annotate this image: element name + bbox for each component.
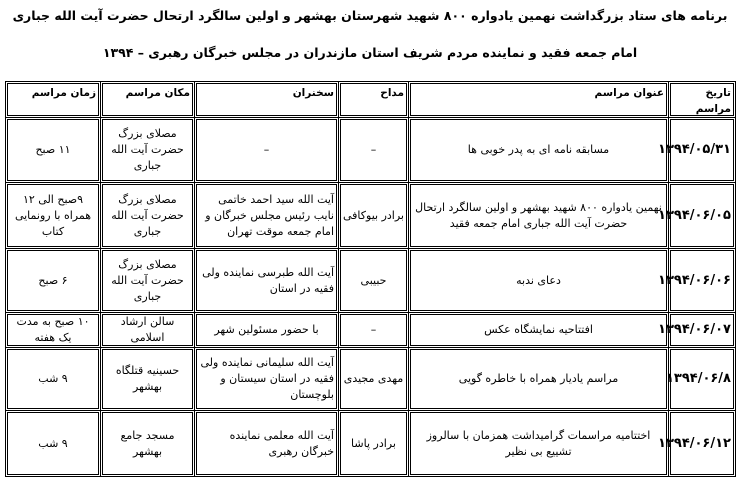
cell-place: حسینیه قتلگاه بهشهر [101,348,195,411]
cell-madah: – [339,313,409,348]
header-speaker: سخنران [195,82,339,118]
header-place: مکان مراسم [101,82,195,118]
cell-date: ۱۳۹۴/۰۶/۰۷ [669,313,736,348]
table-row [6,249,736,313]
cell-madah: مهدی مجیدی [339,348,409,411]
cell-place: مصلای بزرگ حضرت آیت الله جباری [101,249,195,313]
cell-speaker: – [195,118,339,183]
cell-speaker: آیت الله سلیمانی نماینده ولی فقیه در استان سیستان و بلوچستان [195,348,339,411]
cell-title: دعای ندبه [409,249,669,313]
cell-date: ۱۳۹۴/۰۵/۳۱ [669,118,736,183]
table-row [6,411,736,477]
cell-madah: برادر پاشا [339,411,409,477]
table-row [6,118,736,183]
cell-speaker: آیت الله معلمی نماینده خبرگان رهبری [195,411,339,477]
table-row [6,313,736,348]
cell-time: ۹صبح الی ۱۲ همراه با رونمایی کتاب [6,183,101,249]
cell-place: مصلای بزرگ حضرت آیت الله جباری [101,118,195,183]
document-title-line-1: برنامه های ستاد بزرگداشت نهمین یادواره ۸۰۰ شهید شهرستان بهشهر و اولین سالگرد ارتحال حضرت آیت الله جباری [12,8,728,23]
cell-madah: برادر بیوکافی [339,183,409,249]
cell-date: ۱۳۹۴/۰۶/۸ [669,348,736,411]
cell-title: مراسم یادیار همراه با خاطره گویی [409,348,669,411]
cell-speaker: با حضور مسئولین شهر [195,313,339,348]
table-header-row [6,82,736,118]
header-date: تاریخ مراسم [669,82,736,118]
header-title: عنوان مراسم [409,82,669,118]
cell-madah: حبیبی [339,249,409,313]
cell-place: مصلای بزرگ حضرت آیت الله جباری [101,183,195,249]
cell-speaker: آیت الله سید احمد خاتمی نایب رئیس مجلس خبرگان و امام جمعه موقت تهران [195,183,339,249]
cell-place: سالن ارشاد اسلامی [101,313,195,348]
cell-time: ۹ شب [6,411,101,477]
cell-date: ۱۳۹۴/۰۶/۰۵ [669,183,736,249]
header-madah: مداح [339,82,409,118]
table-row [6,183,736,249]
cell-time: ۶ صبح [6,249,101,313]
cell-speaker: آیت الله طبرسی نماینده ولی فقیه در استان [195,249,339,313]
cell-madah: – [339,118,409,183]
cell-time: ۱۱ صبح [6,118,101,183]
cell-time: ۱۰ صبح به مدت یک هفته [6,313,101,348]
header-time: زمان مراسم [6,82,101,118]
cell-date: ۱۳۹۴/۰۶/۰۶ [669,249,736,313]
cell-title: نهمین یادواره ۸۰۰ شهید بهشهر و اولین سالگرد ارتحال حضرت آیت الله جباری امام جمعه فقید [409,183,669,249]
document-title-line-2: امام جمعه فقید و نماینده مردم شریف استان مازندران در مجلس خبرگان رهبری – ۱۳۹۴ [102,45,638,60]
table-row [6,348,736,411]
program-table [5,81,736,477]
cell-title: اختتامیه مراسمات گرامیداشت همزمان با سالروز تشییع بی نظیر [409,411,669,477]
cell-time: ۹ شب [6,348,101,411]
cell-date: ۱۳۹۴/۰۶/۱۲ [669,411,736,477]
cell-title: مسابقه نامه ای به پدر خوبی ها [409,118,669,183]
cell-place: مسجد جامع بهشهر [101,411,195,477]
cell-title: افتتاحیه نمایشگاه عکس [409,313,669,348]
